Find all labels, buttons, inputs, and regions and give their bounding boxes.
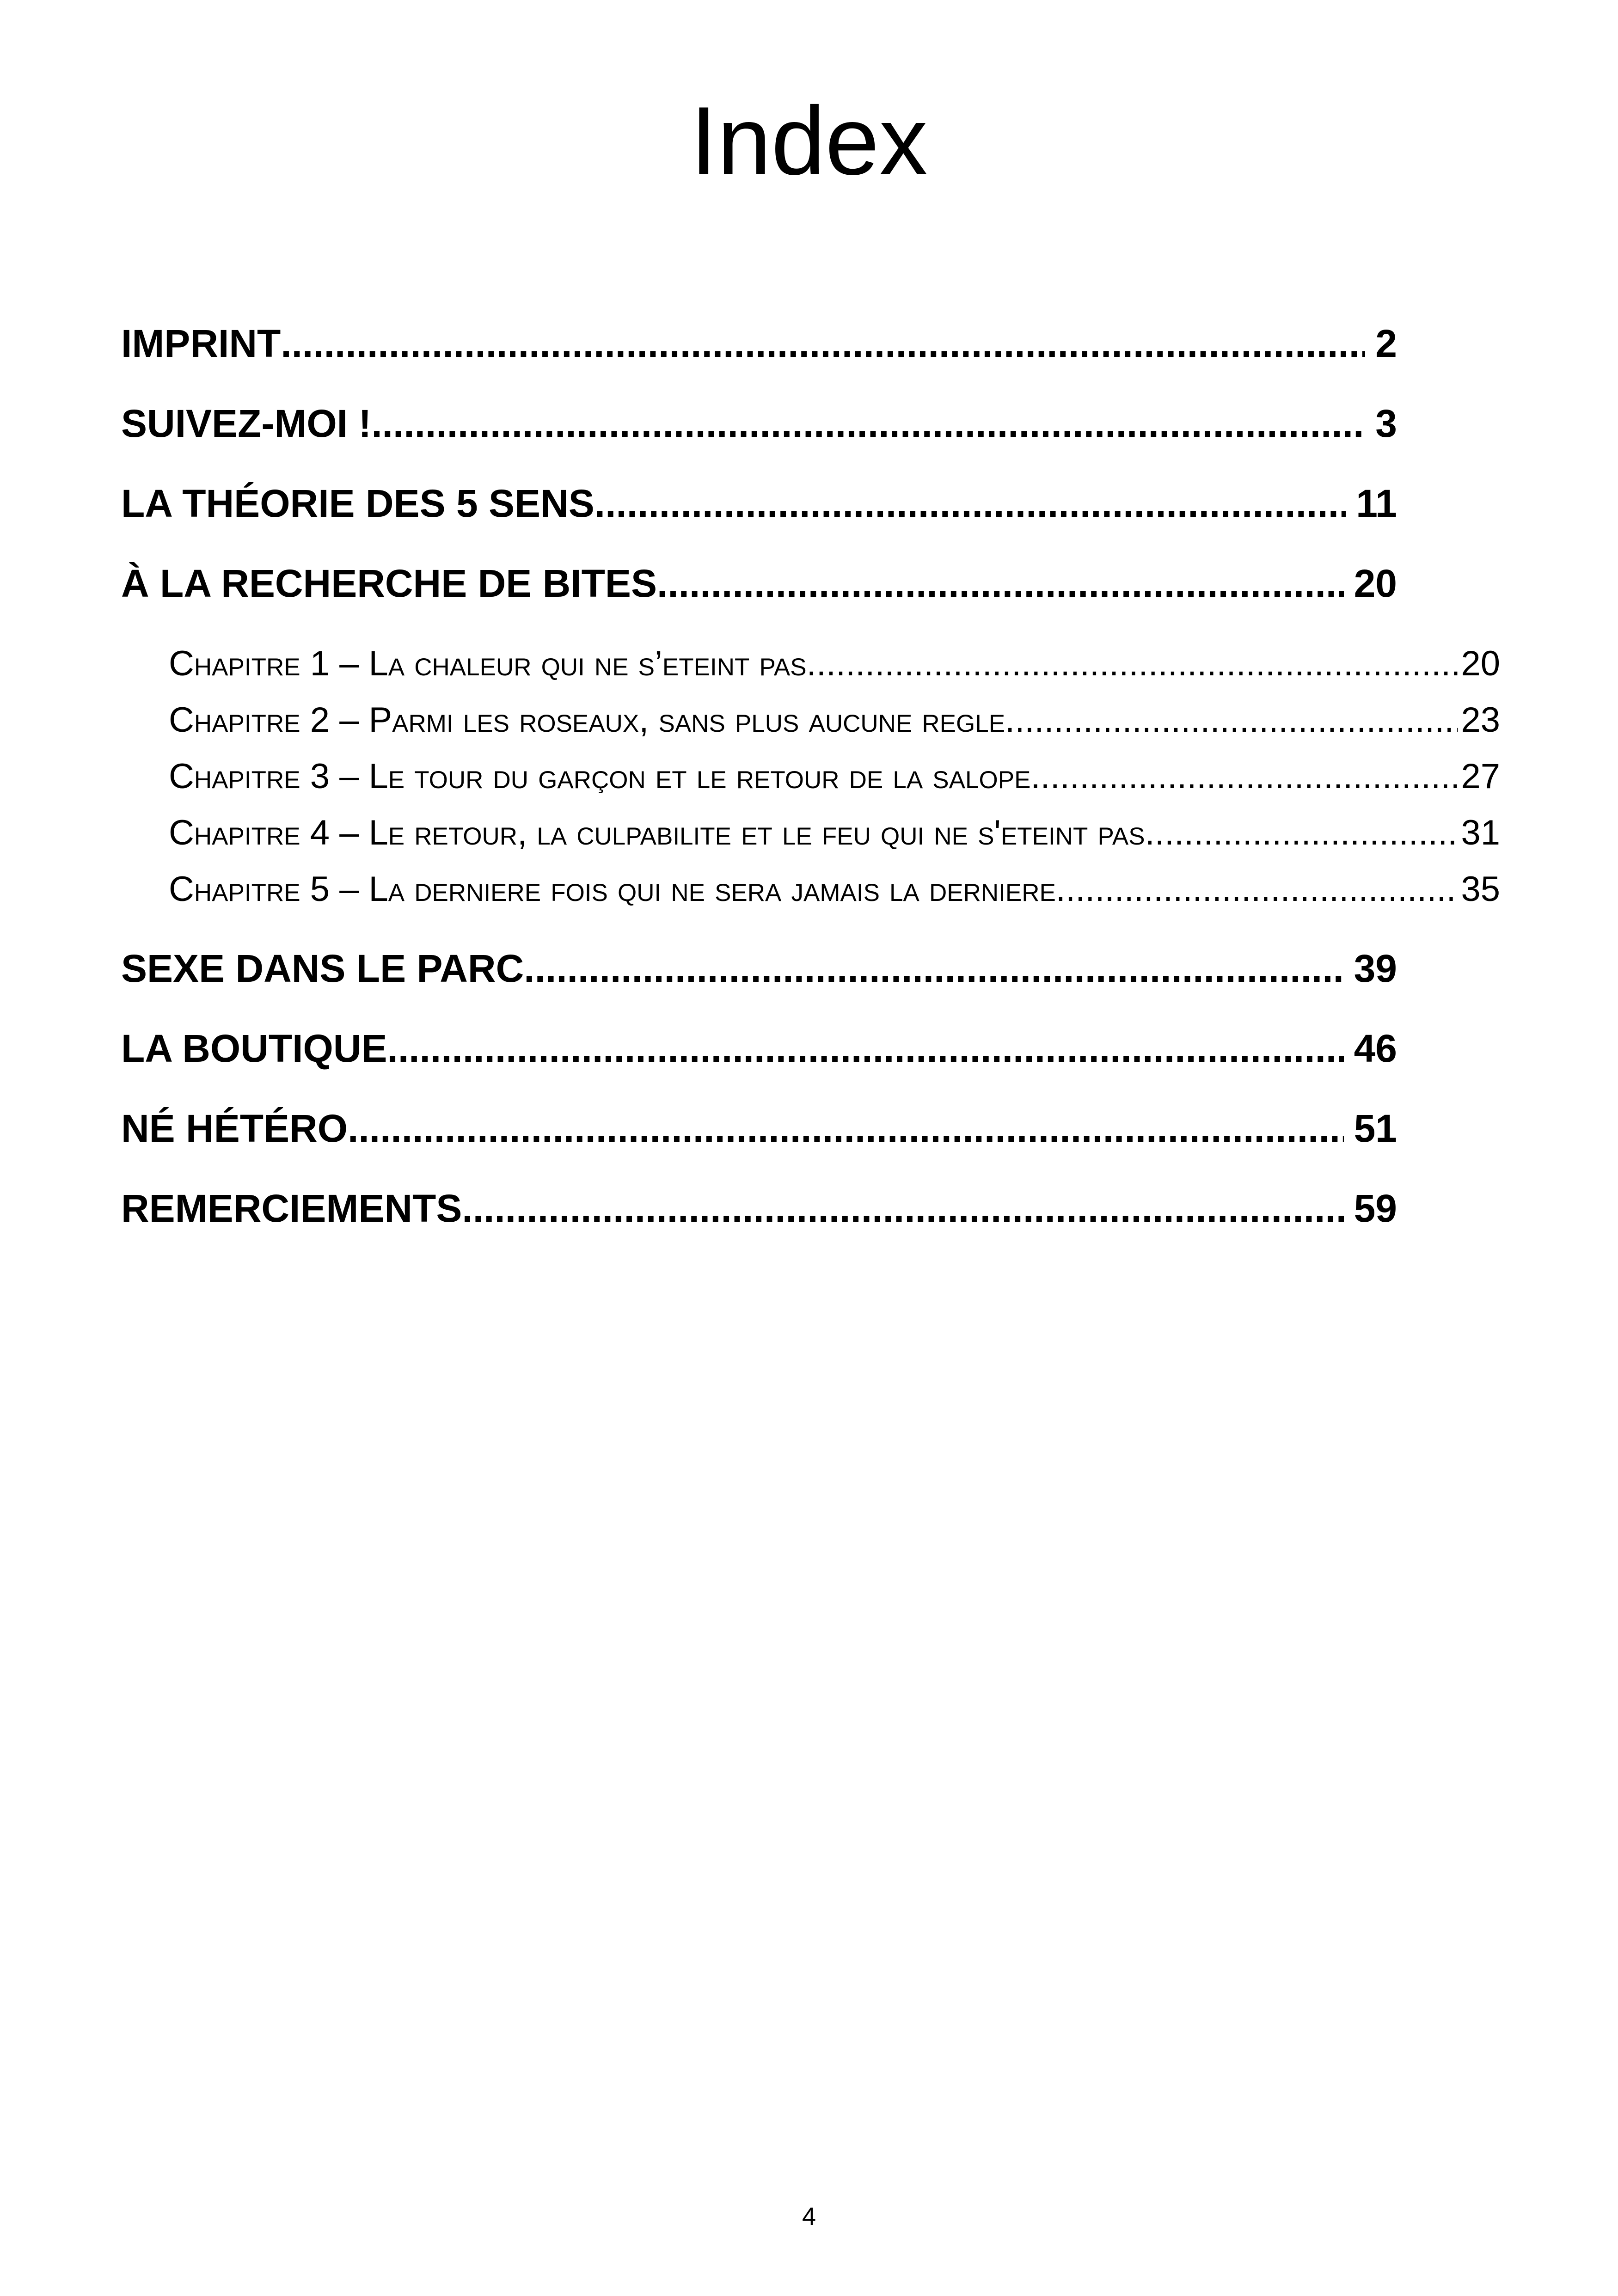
dot-leader [1056,864,1459,914]
toc-chapter-label: Chapitre 2 – Parmi les roseaux, sans plus aucune regle [169,700,1005,740]
toc-entry-sexe-parc[interactable] [121,941,1397,996]
toc-chapter-page: 23 [1461,700,1500,740]
toc-entry-imprint[interactable] [121,316,1397,371]
dot-leader [524,941,1343,996]
dot-leader [462,1181,1343,1236]
dot-leader [594,476,1346,531]
dot-leader [1030,752,1458,802]
toc-chapter-3[interactable] [169,752,1500,802]
toc-entry-theorie-5-sens[interactable] [121,476,1397,531]
toc-chapter-2[interactable] [169,695,1500,745]
toc-entry-remerciements[interactable] [121,1181,1397,1236]
toc-chapter-page: 20 [1461,644,1500,683]
toc-chapter-label: Chapitre 3 – Le tour du garçon et le retour de la salope [169,757,1031,796]
toc-entry-recherche[interactable] [121,556,1397,611]
toc-entry-page: 39 [1354,947,1397,990]
toc-entry-label: IMPRINT [121,322,281,365]
toc-entry-suivez-moi[interactable] [121,396,1397,451]
dot-leader [387,1021,1344,1076]
toc-entry-label: REMERCIEMENTS [121,1187,462,1230]
toc-chapter-label: Chapitre 5 – La derniere fois qui ne sera jamais la derniere [169,869,1056,909]
toc-entry-label: SUIVEZ-MOI ! [121,402,372,445]
toc-entry-label: SEXE DANS LE PARC [121,947,524,990]
toc-chapter-label: Chapitre 1 – La chaleur qui ne s’eteint pas [169,644,807,683]
toc-chapter-1[interactable] [169,639,1500,689]
dot-leader [371,396,1365,451]
toc-chapter-page: 35 [1461,869,1500,909]
page-title: Index [690,86,928,195]
toc-entry-page: 51 [1354,1107,1397,1150]
toc-entry-label: LA BOUTIQUE [121,1027,387,1070]
dot-leader [348,1101,1344,1156]
dot-leader [1145,808,1459,858]
toc-entry-page: 2 [1375,322,1397,365]
toc-entry-label: À LA RECHERCHE DE BITES [121,562,657,605]
dot-leader [807,639,1459,689]
toc-chapter-page: 31 [1461,813,1500,852]
toc-entry-page: 46 [1354,1027,1397,1070]
page-number: 4 [802,2203,816,2230]
toc-chapter-label: Chapitre 4 – Le retour, la culpabilite et le feu qui ne s'eteint pas [169,813,1145,852]
toc-entry-label: NÉ HÉTÉRO [121,1107,348,1150]
toc-chapter-5[interactable] [169,864,1500,914]
toc-entry-page: 11 [1356,482,1397,525]
dot-leader [1005,695,1458,745]
toc-entry-label: LA THÉORIE DES 5 SENS [121,482,594,525]
toc-entry-ne-hetero[interactable] [121,1101,1397,1156]
toc-entry-boutique[interactable] [121,1021,1397,1076]
dot-leader [281,316,1365,371]
toc-entry-page: 59 [1354,1187,1397,1230]
toc-entry-page: 3 [1375,402,1397,445]
dot-leader [657,556,1344,611]
toc-chapter-4[interactable] [169,808,1500,858]
toc-chapter-page: 27 [1461,757,1500,796]
toc-entry-page: 20 [1354,562,1397,605]
